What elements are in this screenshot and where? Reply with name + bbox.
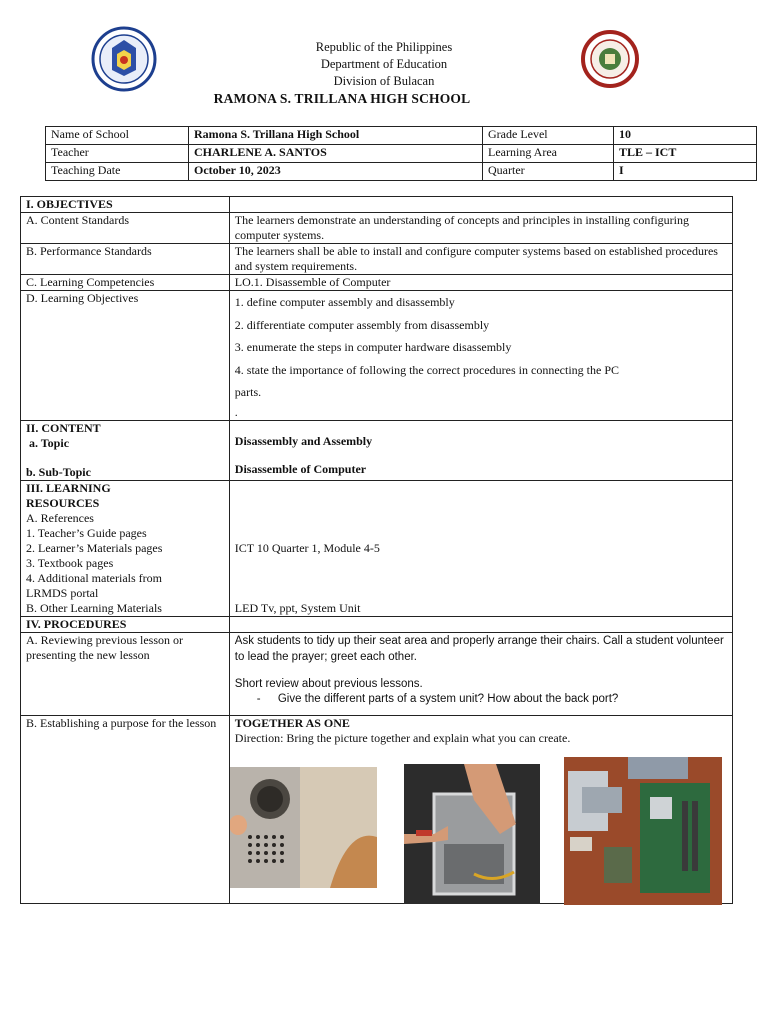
grade-value: 10 bbox=[614, 127, 757, 145]
topic-value: Disassembly and Assembly bbox=[234, 433, 373, 448]
resource-item: B. Other Learning Materials bbox=[26, 600, 162, 615]
learning-objectives-row bbox=[21, 291, 733, 421]
objective-item: . bbox=[234, 404, 238, 419]
objective-item: 4. state the importance of following the correct procedures in connecting the PC bbox=[234, 362, 619, 377]
resources-labels bbox=[21, 480, 230, 616]
lesson-info-table bbox=[45, 126, 757, 181]
activity-title: TOGETHER AS ONE bbox=[234, 715, 350, 730]
lesson-plan-table bbox=[20, 196, 733, 904]
resource-item: LRMDS portal bbox=[26, 585, 99, 600]
header-division: Division of Bulacan bbox=[333, 74, 435, 88]
objectives-heading: I. OBJECTIVES bbox=[21, 197, 230, 213]
objectives-heading-row bbox=[21, 197, 733, 213]
school-label: Name of School bbox=[46, 127, 189, 145]
resource-item: 1. Teacher’s Guide pages bbox=[26, 525, 147, 540]
info-row bbox=[46, 145, 757, 163]
resource-item: 3. Textbook pages bbox=[26, 555, 114, 570]
info-row bbox=[46, 163, 757, 181]
content-values bbox=[229, 420, 732, 480]
objective-item: parts. bbox=[234, 385, 262, 399]
quarter-label: Quarter bbox=[483, 163, 614, 181]
subtopic-value: Disassemble of Computer bbox=[234, 461, 367, 476]
procedure-a-content bbox=[229, 632, 732, 715]
info-row bbox=[46, 127, 757, 145]
date-label: Teaching Date bbox=[46, 163, 189, 181]
procedure-a-bullet-text: Give the different parts of a system unit? How about the back port? bbox=[277, 692, 619, 705]
performance-standards-text: The learners shall be able to install and configure computer systems based on established procedures and system requirements. bbox=[229, 244, 732, 275]
disassembled-parts-photo bbox=[564, 757, 722, 905]
content-row bbox=[21, 420, 733, 480]
header-republic: Republic of the Philippines bbox=[315, 40, 453, 54]
other-materials-value: LED Tv, ppt, System Unit bbox=[234, 600, 361, 615]
procedure-a-row bbox=[21, 632, 733, 715]
content-labels bbox=[21, 420, 230, 480]
header-school-name: RAMONA S. TRILLANA HIGH SCHOOL bbox=[213, 91, 471, 106]
header-department: Department of Education bbox=[320, 57, 448, 71]
procedures-heading-row bbox=[21, 616, 733, 632]
procedure-a-label: A. Reviewing previous lesson or presenting the new lesson bbox=[21, 632, 230, 715]
procedure-b-row bbox=[21, 715, 733, 903]
area-value: TLE – ICT bbox=[614, 145, 757, 163]
teacher-value: CHARLENE A. SANTOS bbox=[189, 145, 483, 163]
competencies-label: C. Learning Competencies bbox=[21, 275, 230, 291]
area-label: Learning Area bbox=[483, 145, 614, 163]
resources-values bbox=[229, 480, 732, 616]
content-standards-row bbox=[21, 213, 733, 244]
learner-materials-value: ICT 10 Quarter 1, Module 4-5 bbox=[234, 540, 380, 555]
procedure-b-label: B. Establishing a purpose for the lesson bbox=[21, 715, 230, 903]
procedure-b-content bbox=[229, 715, 732, 903]
learning-objectives-list bbox=[229, 291, 732, 421]
objective-item: 1. define computer assembly and disassembly bbox=[234, 295, 455, 309]
grade-label: Grade Level bbox=[483, 127, 614, 145]
subtopic-label: b. Sub-Topic bbox=[26, 464, 91, 479]
content-heading: II. CONTENT bbox=[26, 420, 101, 435]
quarter-value: I bbox=[614, 163, 757, 181]
performance-standards-label: B. Performance Standards bbox=[21, 244, 230, 275]
procedure-a-text: Ask students to tidy up their seat area and properly arrange their chairs. Call a student volunteer to lead the prayer; greet each other. bbox=[234, 634, 724, 663]
teacher-label: Teacher bbox=[46, 145, 189, 163]
learning-objectives-label: D. Learning Objectives bbox=[21, 291, 230, 421]
content-standards-text: The learners demonstrate an understanding of concepts and principles in installing configuring computer systems. bbox=[229, 213, 732, 244]
hands-inside-case-photo bbox=[404, 764, 540, 904]
school-value: Ramona S. Trillana High School bbox=[189, 127, 483, 145]
objective-item: 3. enumerate the steps in computer hardware disassembly bbox=[234, 340, 512, 354]
procedure-a-review: Short review about previous lessons. bbox=[234, 677, 423, 690]
resources-row bbox=[21, 480, 733, 616]
procedure-a-bullet bbox=[235, 692, 727, 707]
pc-case-fan-photo bbox=[230, 767, 377, 888]
resource-item: 4. Additional materials from bbox=[26, 570, 162, 585]
objective-item: 2. differentiate computer assembly from disassembly bbox=[234, 317, 490, 332]
activity-direction: Direction: Bring the picture together and explain what you can create. bbox=[234, 730, 571, 745]
date-value: October 10, 2023 bbox=[189, 163, 483, 181]
topic-label: a. Topic bbox=[26, 435, 70, 450]
resources-heading: III. LEARNING bbox=[26, 480, 111, 495]
resource-item: 2. Learner’s Materials pages bbox=[26, 540, 163, 555]
document-header bbox=[0, 39, 768, 107]
dash-bullet: - bbox=[256, 692, 261, 705]
content-standards-label: A. Content Standards bbox=[21, 213, 230, 244]
resources-heading-2: RESOURCES bbox=[26, 495, 100, 510]
procedures-heading: IV. PROCEDURES bbox=[21, 616, 230, 632]
performance-standards-row bbox=[21, 244, 733, 275]
competencies-row bbox=[21, 275, 733, 291]
resource-item: A. References bbox=[26, 510, 94, 525]
competencies-text: LO.1. Disassemble of Computer bbox=[229, 275, 732, 291]
